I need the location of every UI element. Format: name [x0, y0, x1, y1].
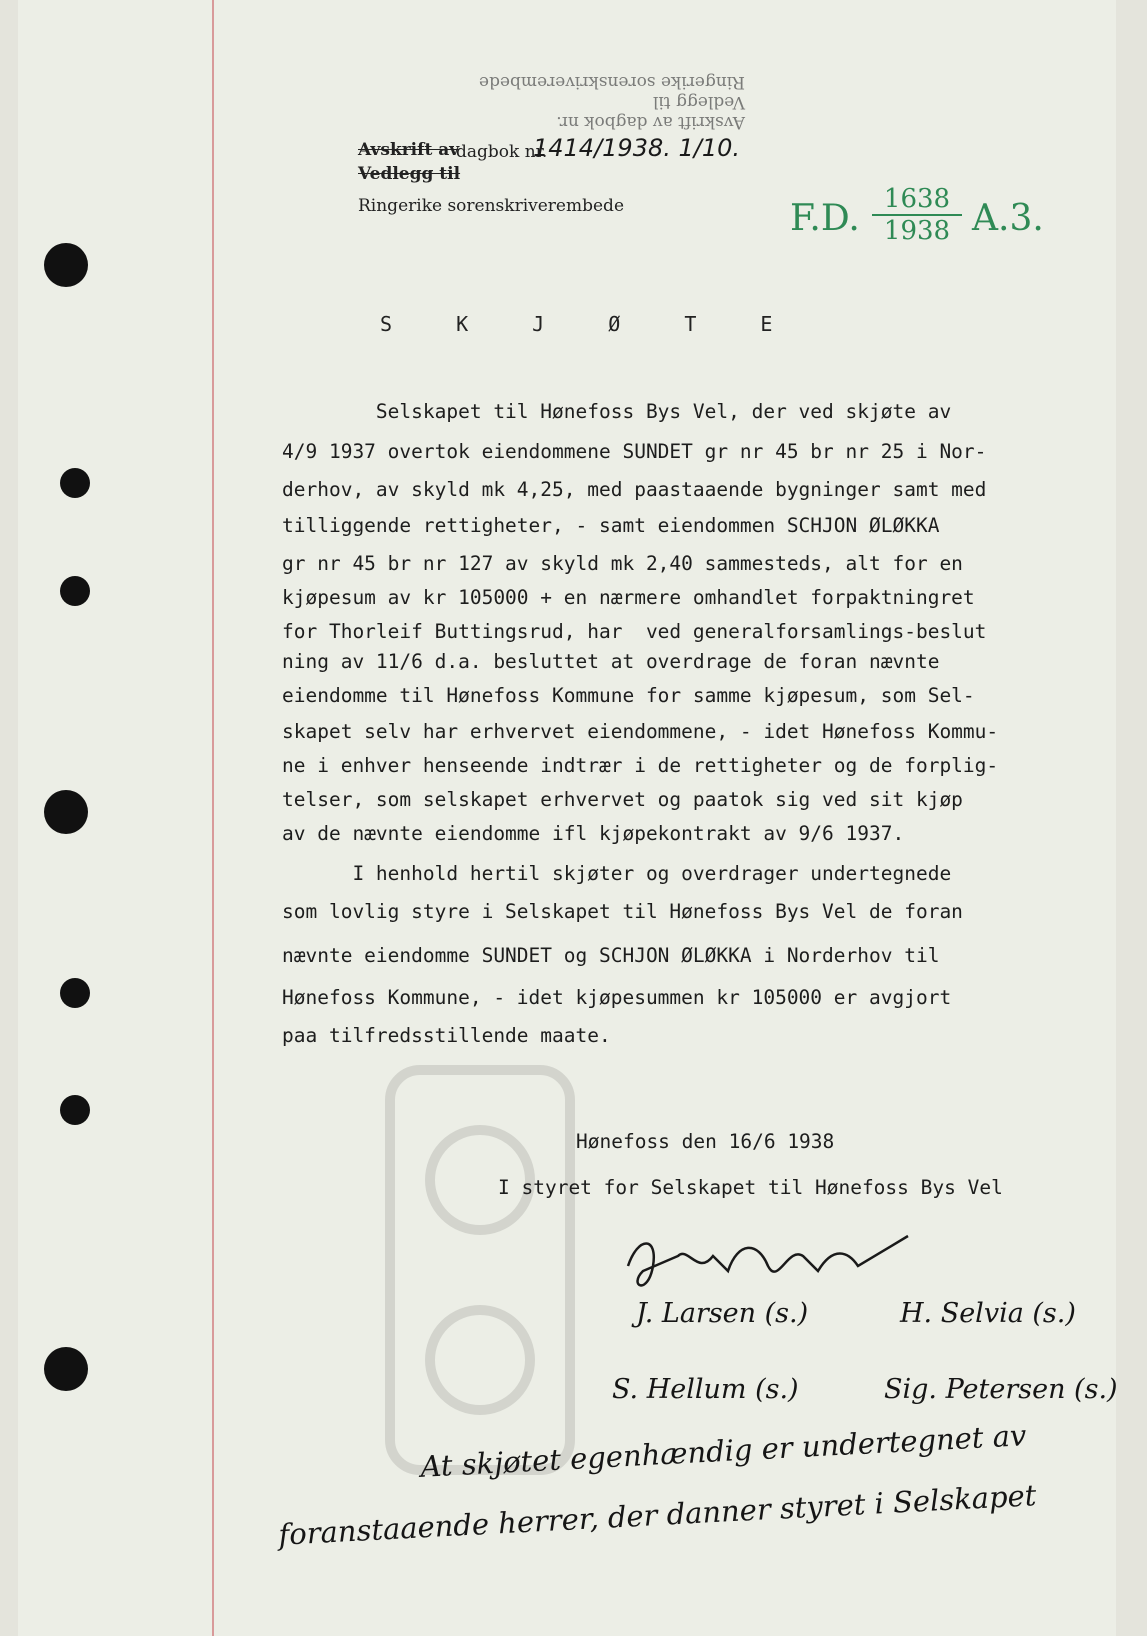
margin-line: [212, 0, 214, 1636]
stamp-office: Ringerike sorenskriverembede: [358, 196, 624, 216]
signature-1: J. Larsen (s.): [636, 1298, 809, 1329]
body-line: av de nævnte eiendomme ifl kjøpekontrakt av 9/6 1937.: [282, 822, 905, 845]
body-line: ning av 11/6 d.a. besluttet at overdrage de foran nævnte: [282, 650, 940, 673]
body-line: derhov, av skyld mk 4,25, med paastaaende bygninger samt med: [282, 478, 987, 501]
punch-hole: [60, 576, 90, 606]
punch-hole: [60, 1095, 90, 1125]
signature-3: S. Hellum (s.): [612, 1374, 799, 1405]
body-line: kjøpesum av kr 105000 + en nærmere omhandlet forpaktningret: [282, 586, 975, 609]
punch-hole: [44, 790, 88, 834]
body-line: eiendomme til Hønefoss Kommune for samme kjøpesum, som Sel-: [282, 684, 975, 707]
fd-label: F.D.: [790, 198, 860, 239]
body-line: nævnte eiendomme SUNDET og SCHJON ØLØKKA i Norderhov til: [282, 944, 940, 967]
attestation-line-2: foranstaaende herrer, der danner styret i Selskapet: [277, 1478, 1038, 1552]
body-line: Hønefoss Kommune, - idet kjøpesummen kr 105000 er avgjort: [282, 986, 952, 1009]
mirror-line: Vedlegg til: [652, 92, 745, 112]
document-title: S K J Ø T E: [380, 312, 799, 336]
mirror-line: Avskrift av dagbok nr.: [556, 112, 745, 132]
signature-4: Sig. Petersen (s.): [884, 1374, 1118, 1405]
mirror-line: Ringerike sorenskriverembede: [479, 72, 745, 92]
body-line: telser, som selskapet erhvervet og paatok sig ved sit kjøp: [282, 788, 963, 811]
signature-2: H. Selvia (s.): [900, 1298, 1076, 1329]
body-line: ne i enhver henseende indtrær i de rettigheter og de forplig-: [282, 754, 999, 777]
stamp-dagbok: dagbok nr.: [456, 142, 548, 162]
body-line: for Thorleif Buttingsrud, har ved generalforsamlings-beslut: [282, 620, 987, 643]
body-line: 4/9 1937 overtok eiendommene SUNDET gr nr 45 br nr 25 i Nor-: [282, 440, 987, 463]
body-line: skapet selv har erhvervet eiendommene, - idet Hønefoss Kommu-: [282, 720, 999, 743]
punch-hole: [60, 978, 90, 1008]
body-line: som lovlig styre i Selskapet til Hønefoss Bys Vel de foran: [282, 900, 963, 923]
stamp-vedlegg: Vedlegg til: [358, 164, 461, 184]
signing-board: I styret for Selskapet til Hønefoss Bys Vel: [498, 1176, 1003, 1199]
punch-hole: [44, 243, 88, 287]
body-line: tilliggende rettigheter, - samt eiendommen SCHJON ØLØKKA: [282, 514, 940, 537]
watermark: [380, 1060, 580, 1480]
stamp-journal-number: 1414/1938. 1/10.: [533, 134, 741, 162]
mirrored-stamp-bleedthrough: [455, 42, 745, 132]
body-line: gr nr 45 br nr 127 av skyld mk 2,40 sammesteds, alt for en: [282, 552, 963, 575]
body-line: Selskapet til Hønefoss Bys Vel, der ved skjøte av: [282, 400, 952, 423]
signing-place-date: Hønefoss den 16/6 1938: [576, 1130, 835, 1153]
fd-suffix: A.3.: [972, 198, 1044, 239]
punch-hole: [44, 1347, 88, 1391]
stamp-avskrift: Avskrift av: [358, 140, 460, 160]
signature-scrawl: [618, 1226, 918, 1306]
attestation-line-1: At skjøtet egenhændig er undertegnet av: [419, 1418, 1028, 1484]
fd-numerator: 1638: [872, 184, 962, 216]
body-line: I henhold hertil skjøter og overdrager undertegnede: [282, 862, 952, 885]
fd-denominator: 1938: [883, 216, 951, 246]
registry-stamp: [358, 134, 741, 220]
body-line: paa tilfredsstillende maate.: [282, 1024, 611, 1047]
punch-hole: [60, 468, 90, 498]
fd-fraction: [872, 184, 962, 246]
